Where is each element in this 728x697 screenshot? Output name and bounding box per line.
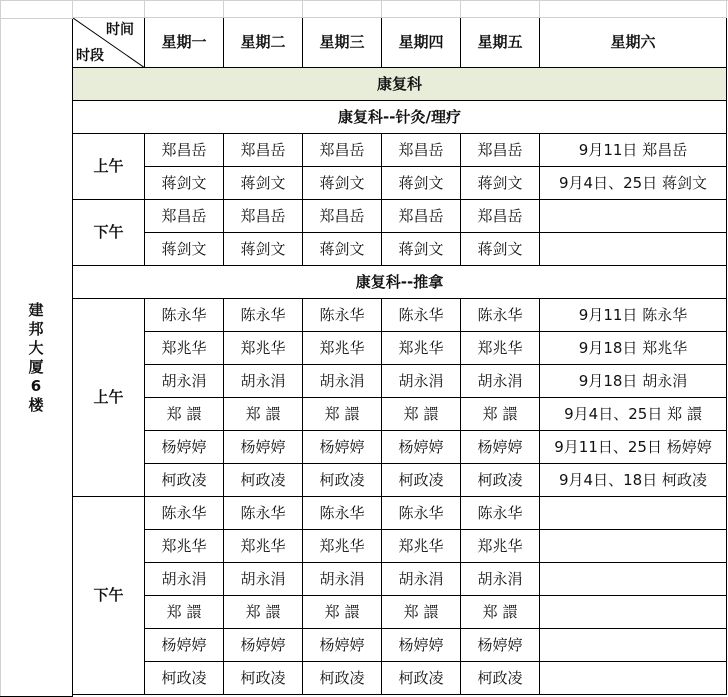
doctor-cell: 蒋剑文 xyxy=(461,233,540,266)
doctor-cell: 杨婷婷 xyxy=(382,629,461,662)
doctor-cell: 陈永华 xyxy=(303,497,382,530)
header-blank-top xyxy=(382,0,461,18)
doctor-cell: 郑兆华 xyxy=(303,530,382,563)
header-blank-top xyxy=(73,0,145,18)
location-char: 建 xyxy=(28,300,44,319)
period-label: 上午 xyxy=(73,299,145,497)
doctor-cell: 蒋剑文 xyxy=(145,167,224,200)
doctor-cell: 郑兆华 xyxy=(382,332,461,365)
doctor-cell: 郑昌岳 xyxy=(382,200,461,233)
doctor-cell: 陈永华 xyxy=(461,299,540,332)
header-blank-left xyxy=(0,0,73,19)
saturday-cell xyxy=(540,497,727,530)
saturday-cell: 9月11日、25日 杨婷婷 xyxy=(540,431,727,464)
doctor-cell: 郑 譞 xyxy=(382,398,461,431)
location-char: 厦 xyxy=(28,357,44,376)
doctor-cell: 陈永华 xyxy=(461,497,540,530)
day-header: 星期三 xyxy=(303,18,382,68)
doctor-cell: 柯政凌 xyxy=(461,464,540,497)
doctor-cell: 蒋剑文 xyxy=(303,167,382,200)
day-header: 星期五 xyxy=(461,18,540,68)
doctor-cell: 杨婷婷 xyxy=(145,629,224,662)
header-blank-top xyxy=(461,0,540,18)
doctor-cell: 郑兆华 xyxy=(461,530,540,563)
doctor-cell: 杨婷婷 xyxy=(461,431,540,464)
doctor-cell: 胡永涓 xyxy=(382,365,461,398)
doctor-cell: 蒋剑文 xyxy=(382,233,461,266)
doctor-cell: 郑 譞 xyxy=(224,596,303,629)
day-header: 星期四 xyxy=(382,18,461,68)
saturday-cell xyxy=(540,596,727,629)
corner-top-label: 时间 xyxy=(106,22,134,38)
doctor-cell: 郑昌岳 xyxy=(224,200,303,233)
doctor-cell: 郑 譞 xyxy=(224,398,303,431)
location-char: 邦 xyxy=(28,319,44,338)
header-blank-top xyxy=(224,0,303,18)
doctor-cell: 柯政凌 xyxy=(224,662,303,695)
doctor-cell: 郑昌岳 xyxy=(382,134,461,167)
doctor-cell: 胡永涓 xyxy=(303,365,382,398)
doctor-cell: 郑昌岳 xyxy=(303,134,382,167)
saturday-cell: 9月4日、25日 蒋剑文 xyxy=(540,167,727,200)
doctor-cell: 郑 譞 xyxy=(303,596,382,629)
doctor-cell: 郑昌岳 xyxy=(303,200,382,233)
saturday-cell: 9月11日 郑昌岳 xyxy=(540,134,727,167)
doctor-cell: 杨婷婷 xyxy=(224,629,303,662)
saturday-cell: 9月4日、18日 柯政凌 xyxy=(540,464,727,497)
doctor-cell: 郑兆华 xyxy=(224,530,303,563)
doctor-cell: 郑 譞 xyxy=(303,398,382,431)
doctor-cell: 柯政凌 xyxy=(461,662,540,695)
corner-bottom-label: 时段 xyxy=(76,48,104,64)
saturday-cell xyxy=(540,629,727,662)
doctor-cell: 胡永涓 xyxy=(224,563,303,596)
doctor-cell: 胡永涓 xyxy=(461,365,540,398)
doctor-cell: 郑昌岳 xyxy=(461,200,540,233)
doctor-cell: 郑 譞 xyxy=(461,398,540,431)
doctor-cell: 郑兆华 xyxy=(382,530,461,563)
doctor-cell: 陈永华 xyxy=(382,497,461,530)
doctor-cell: 胡永涓 xyxy=(382,563,461,596)
saturday-cell xyxy=(540,200,727,233)
doctor-cell: 杨婷婷 xyxy=(224,431,303,464)
doctor-cell: 杨婷婷 xyxy=(303,629,382,662)
location-char: 楼 xyxy=(28,395,44,414)
day-header: 星期一 xyxy=(145,18,224,68)
doctor-cell: 郑兆华 xyxy=(224,332,303,365)
header-blank-top xyxy=(540,0,727,18)
doctor-cell: 蒋剑文 xyxy=(303,233,382,266)
doctor-cell: 郑兆华 xyxy=(303,332,382,365)
doctor-cell: 柯政凌 xyxy=(382,662,461,695)
doctor-cell: 胡永涓 xyxy=(461,563,540,596)
period-label: 下午 xyxy=(73,497,145,695)
saturday-cell: 9月4日、25日 郑 譞 xyxy=(540,398,727,431)
saturday-cell xyxy=(540,233,727,266)
doctor-cell: 郑昌岳 xyxy=(145,134,224,167)
saturday-cell: 9月18日 胡永涓 xyxy=(540,365,727,398)
doctor-cell: 杨婷婷 xyxy=(382,431,461,464)
department-title: 康复科 xyxy=(73,68,727,101)
doctor-cell: 杨婷婷 xyxy=(145,431,224,464)
doctor-cell: 陈永华 xyxy=(145,299,224,332)
doctor-cell: 柯政凌 xyxy=(382,464,461,497)
header-blank-top xyxy=(145,0,224,18)
period-label: 下午 xyxy=(73,200,145,266)
doctor-cell: 杨婷婷 xyxy=(461,629,540,662)
saturday-cell xyxy=(540,530,727,563)
doctor-cell: 蒋剑文 xyxy=(224,167,303,200)
day-header: 星期六 xyxy=(540,18,727,68)
doctor-cell: 陈永华 xyxy=(303,299,382,332)
doctor-cell: 陈永华 xyxy=(224,497,303,530)
section-title: 康复科--推拿 xyxy=(73,266,727,299)
doctor-cell: 杨婷婷 xyxy=(303,431,382,464)
doctor-cell: 陈永华 xyxy=(382,299,461,332)
doctor-cell: 柯政凌 xyxy=(303,464,382,497)
saturday-cell: 9月11日 陈永华 xyxy=(540,299,727,332)
doctor-cell: 柯政凌 xyxy=(303,662,382,695)
doctor-cell: 郑兆华 xyxy=(145,530,224,563)
doctor-cell: 柯政凌 xyxy=(224,464,303,497)
saturday-cell xyxy=(540,563,727,596)
saturday-cell xyxy=(540,662,727,695)
doctor-cell: 蒋剑文 xyxy=(224,233,303,266)
doctor-cell: 胡永涓 xyxy=(145,563,224,596)
day-header: 星期二 xyxy=(224,18,303,68)
header-blank-top xyxy=(303,0,382,18)
corner-cell xyxy=(73,18,145,68)
doctor-cell: 胡永涓 xyxy=(224,365,303,398)
doctor-cell: 郑 譞 xyxy=(145,596,224,629)
location-label xyxy=(0,19,73,697)
doctor-cell: 蒋剑文 xyxy=(461,167,540,200)
doctor-cell: 胡永涓 xyxy=(145,365,224,398)
doctor-cell: 郑昌岳 xyxy=(145,200,224,233)
doctor-cell: 郑兆华 xyxy=(461,332,540,365)
doctor-cell: 郑 譞 xyxy=(145,398,224,431)
doctor-cell: 柯政凌 xyxy=(145,662,224,695)
doctor-cell: 胡永涓 xyxy=(303,563,382,596)
doctor-cell: 柯政凌 xyxy=(145,464,224,497)
doctor-cell: 陈永华 xyxy=(145,497,224,530)
saturday-cell: 9月18日 郑兆华 xyxy=(540,332,727,365)
doctor-cell: 郑 譞 xyxy=(382,596,461,629)
section-title: 康复科--针灸/理疗 xyxy=(73,101,727,134)
location-char: 6 xyxy=(30,376,42,395)
doctor-cell: 蒋剑文 xyxy=(382,167,461,200)
location-char: 大 xyxy=(28,338,44,357)
doctor-cell: 郑昌岳 xyxy=(461,134,540,167)
doctor-cell: 郑兆华 xyxy=(145,332,224,365)
doctor-cell: 陈永华 xyxy=(224,299,303,332)
doctor-cell: 郑 譞 xyxy=(461,596,540,629)
doctor-cell: 蒋剑文 xyxy=(145,233,224,266)
period-label: 上午 xyxy=(73,134,145,200)
doctor-cell: 郑昌岳 xyxy=(224,134,303,167)
